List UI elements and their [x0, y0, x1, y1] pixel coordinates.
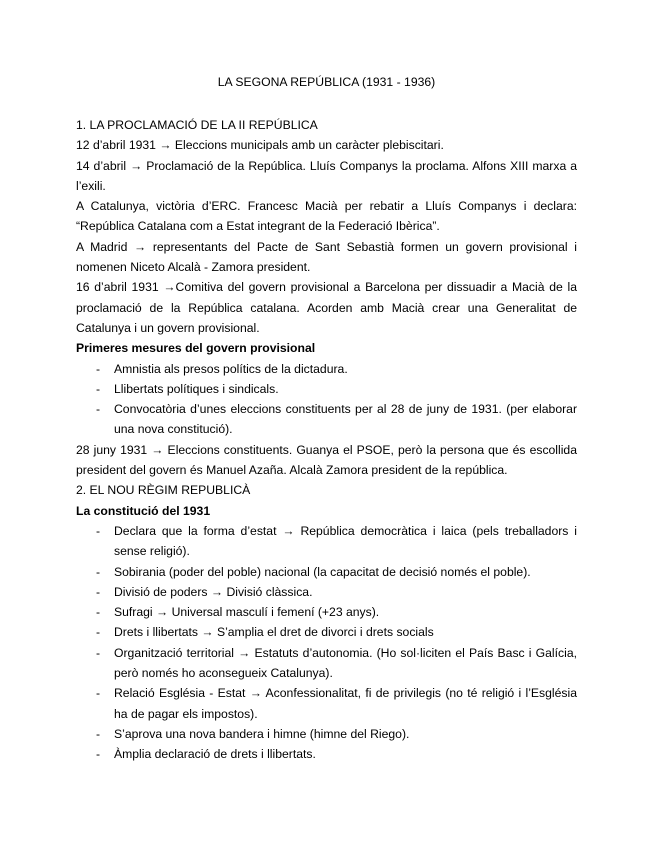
constitution-subheading: La constitució del 1931 — [76, 503, 211, 518]
paragraph-proclamation: 14 d’abril → Proclamació de la República. Lluís Companys la proclama. Alfons XIII marxa a l’exili. — [76, 158, 577, 193]
list-item — [76, 379, 577, 399]
list-bullet: - — [96, 402, 101, 417]
list-item-text: Sobirania (poder del poble) nacional (la capacitat de decisió només el poble). — [114, 564, 531, 579]
list-bullet: - — [96, 584, 101, 599]
list-item-text: Organització territorial → Estatuts d’autonomia. (Ho sol·liciten el País Basc i Galícia, però només ho aconsegueix Catalunya). — [114, 645, 577, 681]
list-bullet: - — [96, 523, 101, 538]
list-item-text: Sufragi → Universal masculí i femení (+23 anys). — [114, 605, 380, 620]
measures-subheading: Primeres mesures del govern provisional — [76, 341, 316, 356]
list-item-text: Àmplia declaració de drets i llibertats. — [114, 747, 316, 762]
list-bullet: - — [96, 361, 101, 376]
list-bullet: - — [96, 686, 101, 701]
list-item — [76, 521, 577, 562]
list-item — [76, 359, 577, 379]
list-item — [76, 683, 577, 724]
list-item — [76, 399, 577, 440]
section2-heading: 2. EL NOU RÈGIM REPUBLICÀ — [76, 483, 251, 498]
list-item — [76, 724, 577, 744]
list-item-text: Relació Església - Estat → Aconfessionalitat, fi de privilegis (no té religió i l’Església ha de pagar els impostos). — [114, 686, 577, 721]
list-item-text: Drets i llibertats → S’amplia el dret de divorci i drets socials — [114, 625, 434, 640]
paragraph-commission: 16 d’abril 1931 →Comitiva del govern provisional a Barcelona per dissuadir a Macià de la proclamació de la República catalana. Acorden amb Macià crear una Generalitat de Catalunya i un govern provisional. — [76, 280, 577, 335]
paragraph-madrid: A Madrid → representants del Pacte de Sant Sebastià formen un govern provisional i nomenen Niceto Alcalà - Zamora president. — [76, 239, 577, 275]
list-bullet: - — [96, 726, 101, 741]
list-item — [76, 622, 577, 642]
document-page — [76, 72, 577, 765]
list-bullet: - — [96, 381, 101, 396]
list-item-text: Convocatòria d’unes eleccions constituents per al 28 de juny de 1931. (per elaborar una nova constitució). — [114, 402, 577, 437]
title-spacer — [76, 92, 577, 115]
list-bullet: - — [96, 625, 101, 640]
list-bullet: - — [96, 747, 101, 762]
list-item-text: Llibertats polítiques i sindicals. — [114, 381, 279, 396]
section1-heading: 1. LA PROCLAMACIÓ DE LA II REPÚBLICA — [76, 118, 318, 132]
paragraph-municipal-elections: 12 d’abril 1931 → Eleccions municipals amb un caràcter plebiscitari. — [76, 138, 444, 153]
measures-list — [76, 359, 577, 440]
paragraph-catalonia: A Catalunya, victòria d’ERC. Francesc Macià per rebatir a Lluís Companys i declara: “República Catalana com a Estat integrant de la Federació Ibèrica”. — [76, 199, 577, 234]
constitution-list — [76, 521, 577, 765]
list-item-text: S’aprova una nova bandera i himne (himne del Riego). — [114, 726, 410, 741]
list-bullet: - — [96, 605, 101, 620]
list-item-text: Divisió de poders → Divisió clàssica. — [114, 584, 313, 599]
list-item — [76, 562, 577, 582]
list-bullet: - — [96, 564, 101, 579]
list-item — [76, 744, 577, 764]
list-item — [76, 602, 577, 622]
list-bullet: - — [96, 645, 101, 660]
document-title: LA SEGONA REPÚBLICA (1931 - 1936) — [217, 75, 436, 89]
list-item — [76, 582, 577, 602]
list-item-text: Declara que la forma d’estat → República democràtica i laica (pels treballadors i sense religió). — [114, 523, 577, 559]
list-item-text: Amnistia als presos polítics de la dictadura. — [114, 361, 348, 376]
paragraph-constituent-elections: 28 juny 1931 → Eleccions constituents. Guanya el PSOE, però la persona que és escollida president del govern és Manuel Azaña. Alcalà Zamora president de la república. — [76, 442, 577, 478]
list-item — [76, 643, 577, 684]
